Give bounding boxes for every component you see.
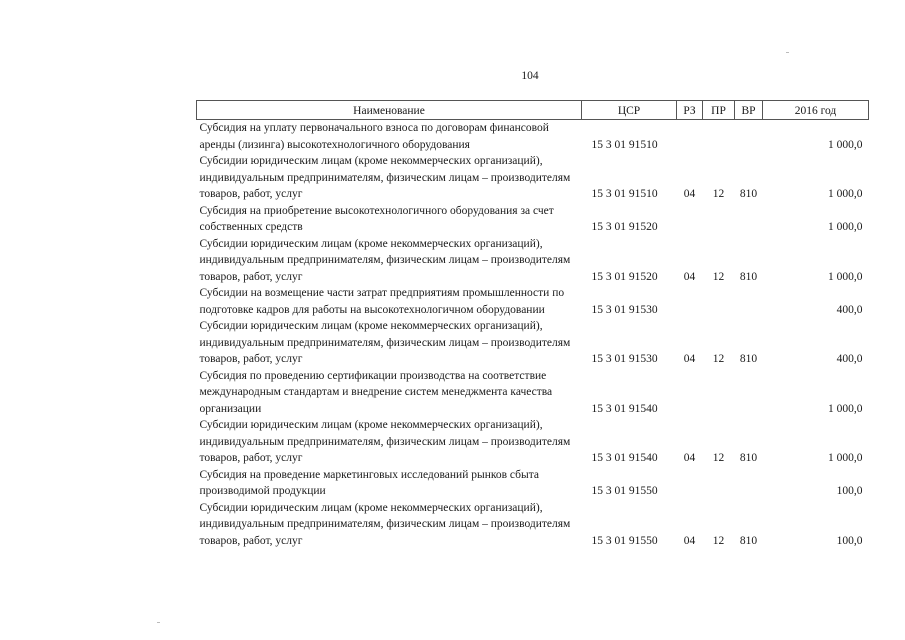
- cell-name: Субсидии юридическим лицам (кроме некоммерческих организаций), индивидуальным предпринимателям, физическим лицам – производителям товаров, работ, услуг: [199, 320, 571, 365]
- header-pr: ПР: [703, 101, 735, 120]
- cell-csr: 15 3 01 91550: [591, 485, 658, 497]
- cell-rz: [677, 285, 703, 318]
- table-row: [197, 236, 869, 286]
- cell-pr: [703, 467, 735, 500]
- cell-rz: [677, 368, 703, 418]
- cell-rz: [677, 467, 703, 500]
- cell-vr: 810: [739, 270, 758, 283]
- table-row: [197, 203, 869, 236]
- cell-csr: 15 3 01 91510: [591, 138, 658, 151]
- cell-amount: 1 000,0: [828, 221, 863, 233]
- cell-vr: [735, 120, 763, 154]
- cell-name: Субсидия на уплату первоначального взноса по договорам финансовой аренды (лизинга) высокотехнологичного оборудования: [199, 122, 549, 151]
- cell-name: Субсидии юридическим лицам (кроме некоммерческих организаций), индивидуальным предпринимателям, физическим лицам – производителям товаров, работ, услуг: [199, 155, 571, 200]
- cell-amount: 1 000,0: [828, 402, 863, 415]
- cell-name: Субсидии юридическим лицам (кроме некоммерческих организаций), индивидуальным предпринимателям, физическим лицам – производителям товаров, работ, услуг: [199, 237, 571, 283]
- cell-pr: [703, 368, 735, 418]
- header-rz: РЗ: [677, 101, 703, 120]
- page-number: 104: [521, 70, 539, 82]
- header-csr: ЦСР: [582, 101, 677, 120]
- table-header-row: [197, 101, 869, 120]
- budget-table: [196, 100, 869, 549]
- table-row: [197, 153, 869, 203]
- cell-pr: 12: [712, 188, 725, 200]
- header-year: 2016 год: [763, 101, 869, 120]
- cell-rz: [677, 120, 703, 154]
- cell-csr: 15 3 01 91540: [591, 452, 658, 464]
- cell-vr: 810: [739, 452, 758, 464]
- cell-amount: 1 000,0: [828, 138, 863, 151]
- cell-csr: 15 3 01 91530: [591, 303, 658, 316]
- cell-amount: 400,0: [836, 303, 863, 316]
- table-body: [197, 120, 869, 550]
- table-row: [197, 417, 869, 467]
- table-row: [197, 285, 869, 318]
- cell-vr: 810: [739, 534, 758, 547]
- cell-amount: 400,0: [836, 353, 863, 365]
- cell-amount: 1 000,0: [828, 452, 863, 464]
- cell-csr: 15 3 01 91510: [591, 188, 658, 200]
- cell-name: Субсидия по проведению сертификации производства на соответствие международным стандартам и внедрение систем менеджмента качества организации: [199, 369, 553, 415]
- cell-vr: [735, 203, 763, 236]
- cell-pr: 12: [712, 452, 725, 464]
- cell-pr: [703, 285, 735, 318]
- cell-pr: 12: [712, 353, 725, 365]
- cell-csr: 15 3 01 91530: [591, 353, 658, 365]
- cell-name: Субсидия на приобретение высокотехнологичного оборудования за счет собственных средств: [199, 204, 554, 233]
- cell-csr: 15 3 01 91540: [591, 402, 658, 415]
- cell-name: Субсидии на возмещение части затрат предприятиям промышленности по подготовке кадров для работы на высокотехнологичном оборудовании: [199, 287, 565, 316]
- table-row: [197, 500, 869, 550]
- scan-speck: [157, 622, 160, 623]
- cell-vr: 810: [739, 353, 758, 365]
- cell-rz: 04: [683, 534, 696, 547]
- table-row: [197, 467, 869, 500]
- scan-speck: [786, 52, 789, 53]
- cell-pr: 12: [712, 270, 725, 283]
- cell-vr: 810: [739, 188, 758, 200]
- cell-csr: 15 3 01 91550: [591, 534, 658, 547]
- cell-csr: 15 3 01 91520: [591, 221, 658, 233]
- cell-rz: 04: [683, 452, 696, 464]
- header-vr: ВР: [735, 101, 763, 120]
- cell-amount: 1 000,0: [828, 188, 863, 200]
- cell-csr: 15 3 01 91520: [591, 270, 658, 283]
- cell-vr: [735, 467, 763, 500]
- cell-name: Субсидия на проведение маркетинговых исследований рынков сбыта производимой продукции: [199, 468, 540, 497]
- cell-vr: [735, 368, 763, 418]
- cell-pr: 12: [712, 534, 725, 547]
- cell-name: Субсидии юридическим лицам (кроме некоммерческих организаций), индивидуальным предпринимателям, физическим лицам – производителям товаров, работ, услуг: [199, 419, 571, 464]
- table-row: [197, 318, 869, 368]
- cell-amount: 100,0: [836, 485, 863, 497]
- cell-rz: 04: [683, 188, 696, 200]
- cell-rz: 04: [683, 270, 696, 283]
- cell-amount: 1 000,0: [828, 270, 863, 283]
- header-name: Наименование: [197, 101, 582, 120]
- table-row: [197, 368, 869, 418]
- cell-pr: [703, 120, 735, 154]
- cell-rz: 04: [683, 353, 696, 365]
- cell-vr: [735, 285, 763, 318]
- cell-amount: 100,0: [836, 534, 863, 547]
- table-row: [197, 120, 869, 154]
- cell-rz: [677, 203, 703, 236]
- cell-pr: [703, 203, 735, 236]
- cell-name: Субсидии юридическим лицам (кроме некоммерческих организаций), индивидуальным предпринимателям, физическим лицам – производителям товаров, работ, услуг: [199, 501, 571, 547]
